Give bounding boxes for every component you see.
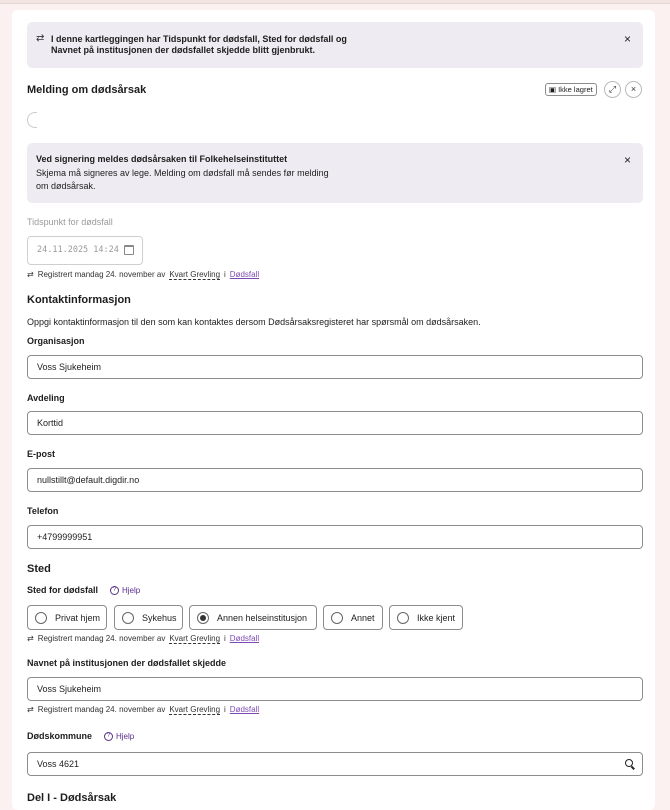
registration-mid: i [224, 270, 226, 279]
radio-other-health-institution[interactable] [189, 605, 317, 630]
radio-unknown[interactable] [389, 605, 463, 630]
municipality-help-button[interactable] [104, 732, 134, 741]
death-time-label: Tidspunkt for dødsfall [27, 217, 113, 227]
email-input[interactable]: nullstillt@default.digdir.no [27, 468, 643, 492]
calendar-icon [124, 245, 134, 255]
institution-name-label: Navnet på institusjonen der dødsfallet skjedde [27, 658, 227, 668]
phone-label: Telefon [27, 506, 59, 516]
radio-dot [331, 612, 343, 624]
registration-source-link[interactable]: Dødsfall [229, 270, 260, 279]
municipality-label: Dødskommune [27, 731, 93, 741]
info-alert [27, 143, 643, 203]
help-label: Hjelp [116, 732, 135, 741]
organization-label: Organisasjon [27, 336, 85, 346]
department-label: Avdeling [27, 393, 65, 403]
progress-indicator [27, 112, 37, 128]
radio-label: Annet [351, 612, 375, 623]
registration-user[interactable]: Kvart Grevling [169, 270, 221, 279]
registration-info [27, 270, 259, 279]
place-of-death-label: Sted for dødsfall [27, 585, 99, 595]
radio-label: Privat hjem [55, 612, 101, 623]
contact-heading: Kontaktinformasjon [27, 294, 131, 306]
form-close-button[interactable]: × [625, 81, 642, 98]
registration-info [27, 634, 259, 643]
radio-dot [122, 612, 134, 624]
reuse-icon: ⇄ [36, 33, 45, 44]
reuse-alert-line2: Navnet på institusjonen der dødsfallet skjedde blitt gjenbrukt. [51, 45, 316, 55]
registration-info [27, 705, 259, 714]
top-bar [0, 0, 670, 4]
search-icon-handle [631, 766, 635, 770]
institution-name-input[interactable]: Voss Sjukeheim [27, 677, 643, 701]
email-label: E-post [27, 449, 55, 459]
info-alert-title: Ved signering meldes dødsårsaken til Folkehelseinstituttet [36, 154, 288, 164]
radio-private-home[interactable] [27, 605, 107, 630]
help-icon: ? [104, 732, 113, 741]
municipality-value: Voss 4621 [37, 759, 80, 769]
reuse-icon: ⇄ [27, 270, 34, 279]
radio-hospital[interactable] [114, 605, 183, 630]
radio-label: Ikke kjent [417, 612, 456, 623]
radio-dot [397, 612, 409, 624]
registration-mid: i [224, 634, 226, 643]
section-heading-cause: Del I - Dødsårsak [27, 792, 117, 804]
place-heading: Sted [27, 563, 51, 575]
close-icon[interactable]: × [623, 32, 631, 46]
info-alert-line2: om dødsårsak. [36, 181, 96, 191]
registration-source-link[interactable]: Dødsfall [229, 634, 260, 643]
reuse-icon: ⇄ [27, 634, 34, 643]
department-input[interactable]: Korttid [27, 411, 643, 435]
death-time-value: 24.11.2025 14:24 [37, 245, 119, 255]
save-status-badge [545, 83, 597, 96]
info-alert-line1: Skjema må signeres av lege. Melding om dødsfall må sendes før melding [36, 168, 329, 178]
phone-input[interactable]: +4799999951 [27, 525, 643, 549]
registration-user[interactable]: Kvart Grevling [169, 705, 221, 714]
registration-prefix: Registrert mandag 24. november av [37, 705, 166, 714]
close-icon[interactable]: × [623, 153, 631, 167]
registration-mid: i [224, 705, 226, 714]
contact-description: Oppgi kontaktinformasjon til den som kan kontaktes dersom Dødsårsaksregisteret har spørsmål om dødsårsaken. [27, 317, 481, 327]
reuse-icon: ⇄ [27, 705, 34, 714]
radio-other[interactable] [323, 605, 383, 630]
registration-source-link[interactable]: Dødsfall [229, 705, 260, 714]
organization-input[interactable]: Voss Sjukeheim [27, 355, 643, 379]
help-icon: ? [110, 586, 119, 595]
save-icon: ▣ [549, 85, 557, 94]
registration-user[interactable]: Kvart Grevling [169, 634, 221, 643]
registration-prefix: Registrert mandag 24. november av [37, 634, 166, 643]
help-label: Hjelp [122, 586, 141, 595]
registration-prefix: Registrert mandag 24. november av [37, 270, 166, 279]
reuse-alert-line1: I denne kartleggingen har Tidspunkt for dødsfall, Sted for dødsfall og [51, 34, 347, 44]
reuse-alert [27, 22, 643, 68]
radio-dot [35, 612, 47, 624]
radio-label: Annen helseinstitusjon [217, 612, 308, 623]
expand-button[interactable]: ⤢ [604, 81, 621, 98]
radio-label: Sykehus [142, 612, 177, 623]
radio-dot-selected [197, 612, 209, 624]
death-time-field [27, 236, 143, 265]
form-title: Melding om dødsårsak [27, 84, 147, 96]
municipality-search-input[interactable] [27, 752, 643, 776]
save-status-label: Ikke lagret [558, 85, 593, 94]
place-help-button[interactable] [110, 586, 140, 595]
